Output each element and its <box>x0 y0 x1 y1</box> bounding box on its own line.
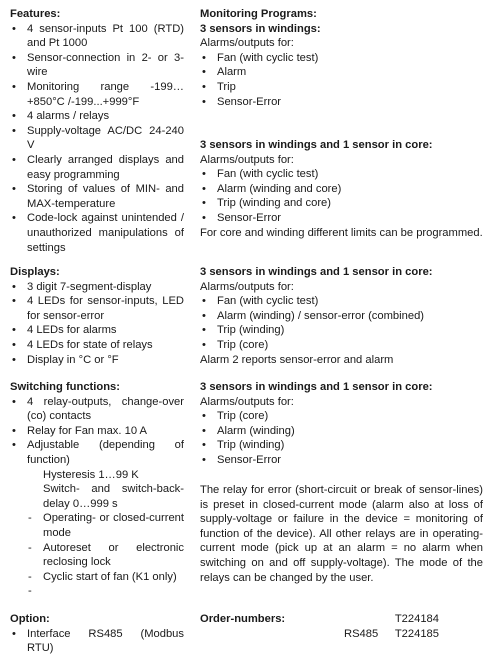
list-item: • Supply-voltage AC/DC 24-240 V <box>10 124 184 153</box>
list-item: • 4 relay-outputs, change-over (co) contacts <box>10 395 184 424</box>
dash-item: - Operating- or closed-current mode <box>28 512 184 539</box>
list-item: • Code-lock against unintended / unauthorized manipulations of settings <box>10 211 184 255</box>
program-intro: Alarms/outputs for: <box>200 280 294 293</box>
list-item: • Relay for Fan max. 10 A <box>10 424 184 439</box>
order-label: Order-numbers: <box>200 613 286 625</box>
list-item: • Sensor-Error <box>200 95 483 110</box>
option-heading: Option: <box>10 613 50 625</box>
list-item: • Alarm <box>200 65 483 80</box>
list-item: • 4 LEDs for alarms <box>10 323 184 338</box>
list-item: • Trip (winding) <box>200 438 483 453</box>
program-intro: Alarms/outputs for: <box>200 37 294 50</box>
program-3 <box>200 265 483 367</box>
list-item: • Trip (winding and core) <box>200 196 483 211</box>
list-item: • 4 LEDs for state of relays <box>10 338 184 353</box>
order-number: T224185 <box>394 627 439 640</box>
program-list <box>200 294 483 352</box>
program-intro: Alarms/outputs for: <box>200 395 294 408</box>
sub-item: Hysteresis 1…99 K <box>43 468 139 481</box>
trailing-dash: - <box>28 585 32 598</box>
list-item: • Fan (with cyclic test) <box>200 167 483 182</box>
program-intro: Alarms/outputs for: <box>200 153 294 166</box>
list-item: • Trip (core) <box>200 338 483 353</box>
dash-item: - Autoreset or electronic reclosing lock <box>28 541 184 569</box>
list-item: • Sensor-Error <box>200 453 483 468</box>
displays-list <box>10 280 184 368</box>
list-item: • Alarm (winding) <box>200 424 483 439</box>
switching-heading: Switching functions: <box>10 381 121 393</box>
list-item: • Trip (winding) <box>200 323 483 338</box>
program-list <box>200 167 483 225</box>
dash-item: - Cyclic start of fan (K1 only) <box>28 570 177 583</box>
program-1 <box>200 7 483 109</box>
list-item: • 4 alarms / relays <box>10 109 184 124</box>
list-item: • Sensor-connection in 2- or 3-wire <box>10 51 184 80</box>
list-item: • Storing of values of MIN- and MAX-temperature <box>10 182 184 211</box>
program-note: For core and winding different limits can be programmed. <box>200 226 483 239</box>
list-item: • Alarm (winding) / sensor-error (combined) <box>200 309 483 324</box>
program-heading: 3 sensors in windings and 1 sensor in core: <box>200 139 433 151</box>
list-item: • Trip <box>200 80 483 95</box>
option-list <box>10 627 184 656</box>
list-item: • Fan (with cyclic test) <box>200 294 483 309</box>
relay-paragraph: The relay for error (short-circuit or break of sensor-lines) is preset in closed-current mode (alarm also at loss of supply-voltage or failure in the device = monitoring of function of the device). All other relays are in operating-current mode (pick up at an alarm = no alarm when switching on and off supply-voltage). The mode of the relays can be changed by the user. <box>200 484 483 584</box>
features-list <box>10 22 184 256</box>
option-section <box>10 612 184 656</box>
features-heading: Features: <box>10 8 61 20</box>
displays-section <box>10 265 184 367</box>
switching-list <box>10 395 184 585</box>
monitoring-title: Monitoring Programs: <box>200 8 317 20</box>
program-note: Alarm 2 reports sensor-error and alarm <box>200 353 394 366</box>
switching-section <box>10 380 184 599</box>
list-item: • Sensor-Error <box>200 211 483 226</box>
list-item: • Clearly arranged displays and easy programming <box>10 153 184 182</box>
program-4 <box>200 380 483 468</box>
program-heading: 3 sensors in windings: <box>200 22 321 35</box>
list-item: • Display in °C or °F <box>10 353 184 368</box>
sub-item: Switch- and switch-back-delay 0…999 s <box>43 483 184 510</box>
list-item: • Adjustable (depending of function) <box>10 438 184 467</box>
program-heading: 3 sensors in windings and 1 sensor in core: <box>200 266 433 278</box>
program-2 <box>200 138 483 240</box>
program-list <box>200 409 483 467</box>
displays-heading: Displays: <box>10 266 60 278</box>
list-item: • Fan (with cyclic test) <box>200 51 483 66</box>
list-item: • 4 LEDs for sensor-inputs, LED for sensor-error <box>10 294 184 323</box>
list-item: • Monitoring range -199…+850°C /-199...+999°F <box>10 80 184 109</box>
order-number: T224184 <box>394 613 439 625</box>
list-item: • Alarm (winding and core) <box>200 182 483 197</box>
list-item: • Interface RS485 (Modbus RTU) <box>10 627 184 656</box>
features-section <box>10 7 184 255</box>
order-variant: RS485 <box>344 627 379 640</box>
list-item: • 4 sensor-inputs Pt 100 (RTD) and Pt 1000 <box>10 22 184 51</box>
list-item: • Trip (core) <box>200 409 483 424</box>
program-heading: 3 sensors in windings and 1 sensor in core: <box>200 381 433 393</box>
list-item: • 3 digit 7-segment-display <box>10 280 184 295</box>
program-list <box>200 51 483 109</box>
